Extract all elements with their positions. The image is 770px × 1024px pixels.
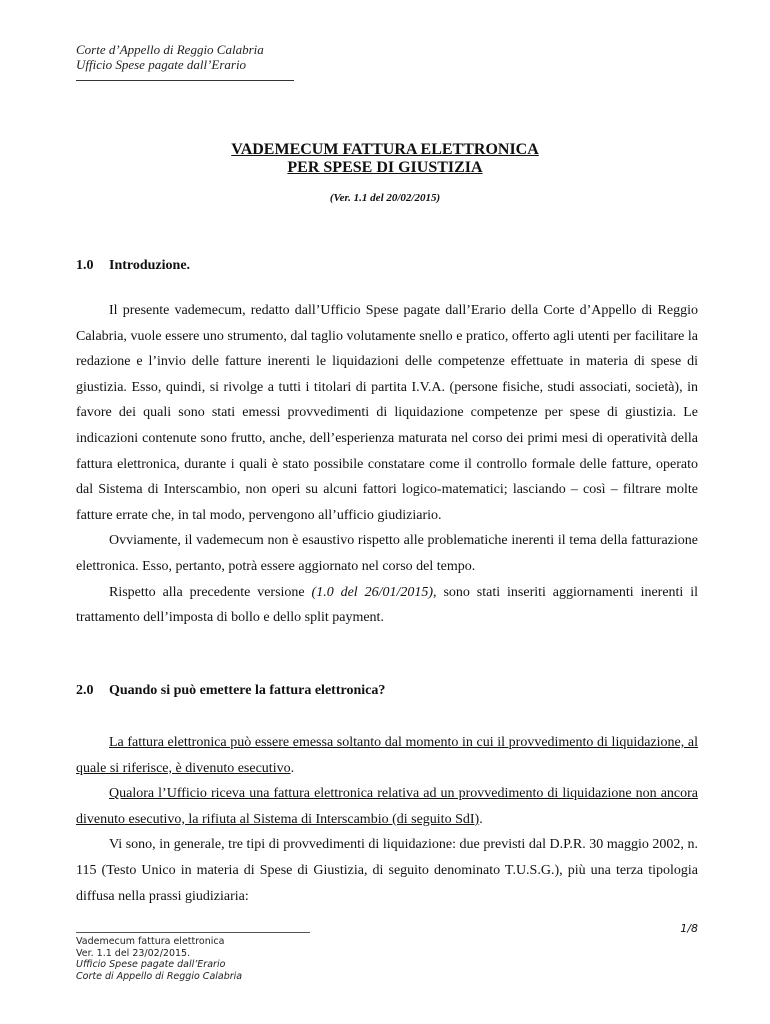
section-1-paragraph-2: Ovviamente, il vademecum non è esaustivo rispetto alle problematiche inerenti il tema della fatturazione elettronica. Esso, pertanto, potrà essere aggiornato nel corso del tempo. [76,533,698,574]
section-1-paragraph-3 [76,580,698,631]
rejection-rule-end: . [479,811,483,827]
section-2-heading [76,683,385,699]
section-1-body [76,298,698,631]
footer-office: Ufficio Spese pagate dall’Erario [76,959,226,970]
paragraph-3-tail: , sono stati inseriti aggiornamenti inerenti il trattamento dell’imposta di bollo e dello split payment. [76,584,698,626]
section-2-paragraph-2 [76,781,698,832]
document-title-line2: PER SPESE DI GIUSTIZIA [287,159,483,176]
section-1-heading [76,258,190,274]
footer-court: Corte di Appello di Reggio Calabria [76,970,243,982]
document-version: (Ver. 1.1 del 20/02/2015) [329,192,441,204]
section-2-number: 2.0 [76,683,94,698]
section-1-number: 1.0 [76,258,94,273]
emission-rule-end: . [290,760,295,776]
header-court: Corte d’Appello di Reggio Calabria [76,42,264,57]
header-divider [76,80,294,81]
emission-rule: La fattura elettronica può essere emessa soltanto dal momento in cui il provvedimento di liquidazione, al quale si riferisce, è divenuto esecutivo [76,735,698,776]
previous-version-ref: (1.0 del 26/01/2015) [311,584,434,600]
section-1-title: Introduzione. [109,258,191,273]
footer-doc-title: Vademecum fattura elettronica [76,936,225,947]
page-header [76,42,264,72]
rejection-rule: Qualora l’Ufficio riceva una fattura elettronica relativa ad un provvedimento di liquidazione non ancora divenuto esecutivo, la rifiuta al Sistema di Interscambio (di seguito SdI) [76,786,698,827]
footer-divider [76,932,310,933]
footer-version: Ver. 1.1 del 23/02/2015. [76,947,191,959]
section-2-paragraph-3: Vi sono, in generale, tre tipi di provvedimenti di liquidazione: due previsti dal D.P.R. 30 maggio 2002, n. 115 (Testo Unico in materia di Spese di Giustizia, di seguito denominato T.U.S.G.), più una terza tipologia diffusa nella prassi giudiziaria: [76,837,698,904]
page-footer [76,936,242,982]
section-1-paragraph-1: Il presente vademecum, redatto dall’Ufficio Spese pagate dall’Erario della Corte d’Appello di Reggio Calabria, vuole essere uno strumento, dal taglio volutamente snello e pratico, offerto agli utenti per facilitare la redazione e l’invio delle fatture inerenti le liquidazioni delle competenze effettuate in materia di spese di giustizia. Esso, quindi, si rivolge a tutti i titolari di partita I.V.A. (persone fisiche, studi associati, società), in favore dei quali sono stati emessi provvedimenti di liquidazione competenze per spese di giustizia. Le indicazioni contenute sono frutto, anche, dell’esperienza maturata nel corso dei primi mesi di operatività della fattura elettronica, durante i quali è stato possibile constatare come il controllo formale delle fatture, operato dal Sistema di Interscambio, non operi su alcuni fattori logico-matematici; lasciando – così – filtrare molte fatture errate che, in tal modo, pervengono all’ufficio giudiziario. [76,303,698,523]
section-2-paragraph-1 [76,730,698,781]
paragraph-3-lead: Rispetto alla precedente versione [109,584,312,600]
header-office: Ufficio Spese pagate dall’Erario [76,57,247,72]
section-2-title: Quando si può emettere la fattura elettronica? [109,683,386,698]
section-2-body [76,730,698,909]
document-title-line1: VADEMECUM FATTURA ELETTRONICA [231,141,539,158]
page-number: 1/8 [680,922,698,935]
